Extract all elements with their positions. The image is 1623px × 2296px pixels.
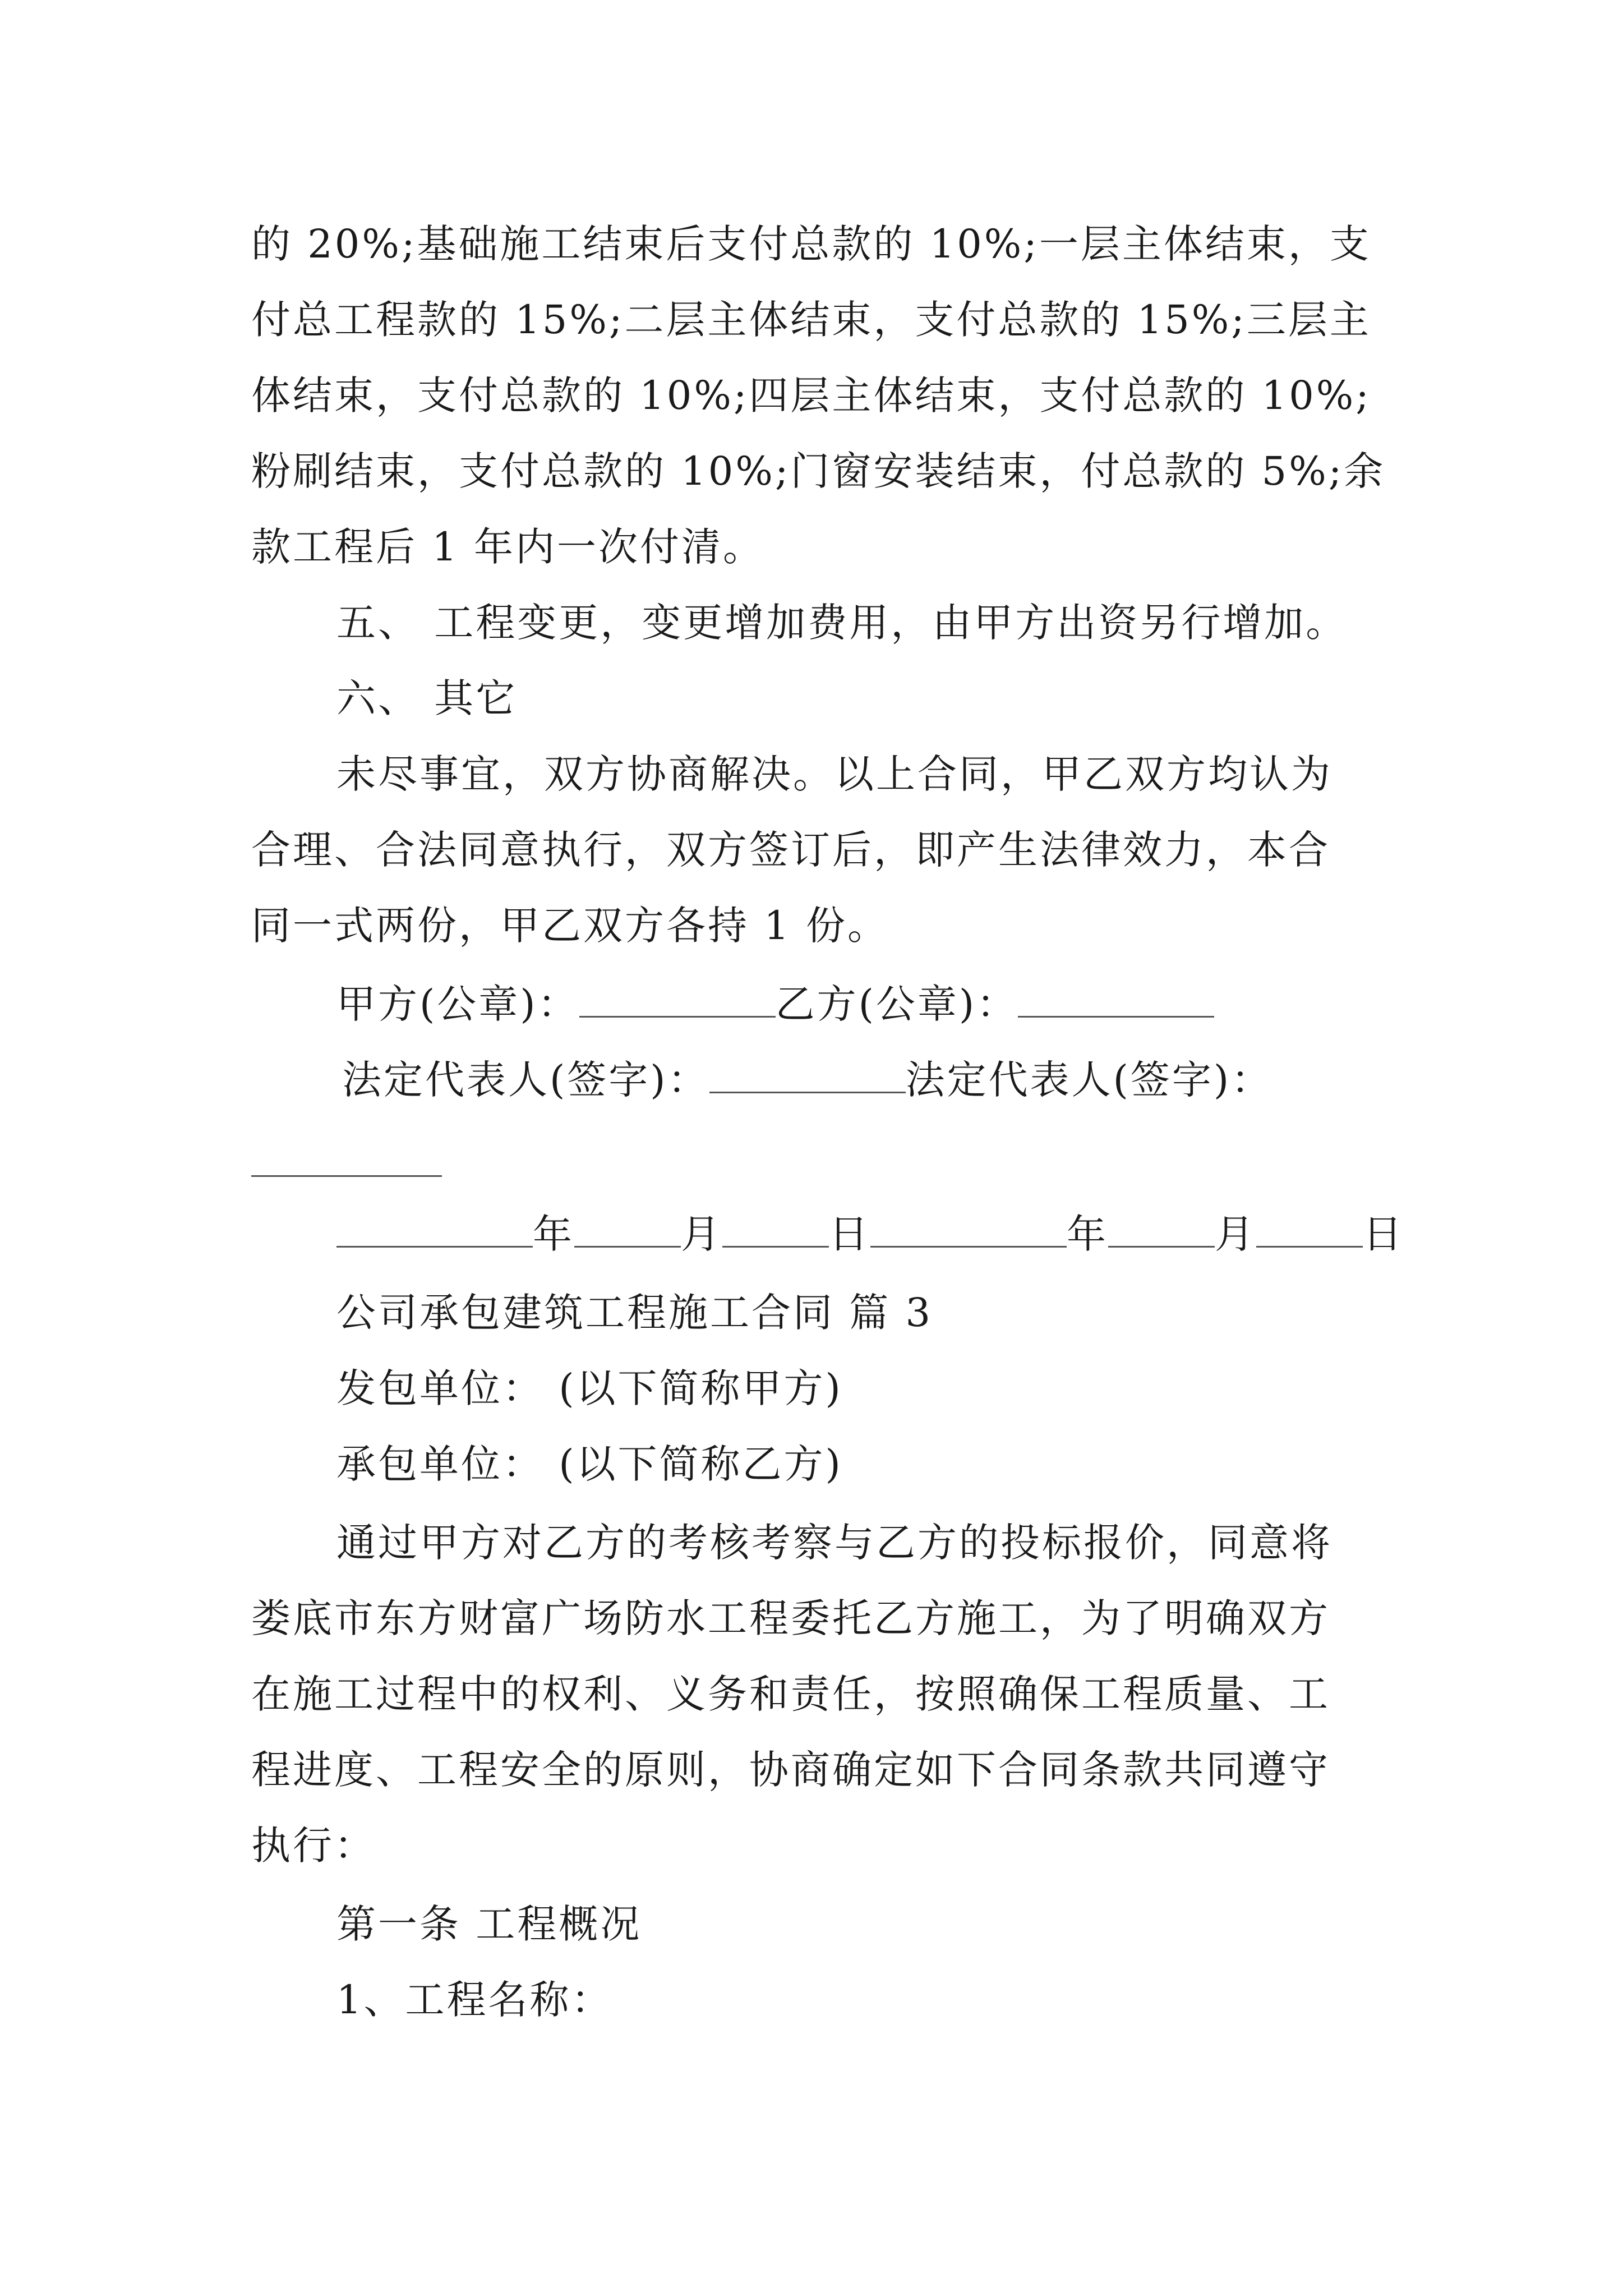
section-6-heading: 六、 其它 [336,675,518,721]
item-1-project-name: 1、工程名称： [336,1977,613,2023]
preamble-line-3: 在施工过程中的权利、义务和责任，按照确保工程质量、工 [251,1671,1330,1717]
payment-terms-line-5: 款工程后 1 年内一次付清。 [251,524,765,570]
party-a-month-blank[interactable] [574,1209,681,1248]
misc-terms-line-2: 合理、合法同意执行，双方签订后，即产生法律效力，本合 [251,827,1330,873]
day-label-b: 日 [1363,1211,1404,1257]
payment-terms-line-2: 付总工程款的 15%;二层主体结束，支付总款的 15%;三层主 [251,297,1371,343]
month-label-b: 月 [1215,1211,1256,1257]
misc-terms-line-1: 未尽事宜，双方协商解决。以上合同，甲乙双方均认为 [336,751,1332,797]
preamble-line-2: 娄底市东方财富广场防水工程委托乙方施工，为了明确双方 [251,1595,1330,1641]
party-b-month-blank[interactable] [1108,1209,1215,1248]
section-5-change-clause: 五、 工程变更，变更增加费用，由甲方出资另行增加。 [336,600,1348,646]
misc-terms-line-3: 同一式两份，甲乙双方各持 1 份。 [251,903,889,949]
party-b-day-blank[interactable] [1256,1209,1363,1248]
party-b-rep-blank[interactable] [251,1175,442,1177]
party-b-seal-label: 乙方(公章)： [775,981,1018,1027]
payment-terms-line-3: 体结束，支付总款的 10%;四层主体结束，支付总款的 10%; [251,372,1371,418]
year-label-b: 年 [1067,1211,1108,1257]
date-line [336,1206,1404,1262]
payment-terms-line-1: 的 20%;基础施工结束后支付总款的 10%;一层主体结束，支 [251,221,1371,267]
representative-line [342,1052,1272,1108]
year-label-a: 年 [533,1211,574,1257]
contracting-party-line: 承包单位： (以下简称乙方) [336,1441,843,1487]
preamble-line-4: 程进度、工程安全的原则，协商确定如下合同条款共同遵守 [251,1747,1330,1793]
contract-3-title: 公司承包建筑工程施工合同 篇 3 [336,1290,933,1336]
preamble-line-5: 执行： [251,1823,376,1869]
seal-line [336,976,1214,1032]
party-a-day-blank[interactable] [722,1209,829,1248]
month-label-a: 月 [681,1211,722,1257]
party-a-year-blank[interactable] [336,1209,533,1248]
party-a-seal-blank[interactable] [579,979,776,1018]
payment-terms-line-4: 粉刷结束，支付总款的 10%;门窗安装结束，付总款的 5%;余 [251,448,1386,494]
preamble-line-1: 通过甲方对乙方的考核考察与乙方的投标报价，同意将 [336,1520,1332,1566]
party-b-seal-blank[interactable] [1018,979,1214,1018]
party-a-seal-label: 甲方(公章)： [336,981,579,1027]
party-a-rep-blank[interactable] [709,1055,906,1093]
article-1-heading: 第一条 工程概况 [336,1901,642,1947]
issuing-party-line: 发包单位： (以下简称甲方) [336,1365,843,1411]
party-a-rep-label: 法定代表人(签字)： [342,1057,709,1103]
day-label-a: 日 [829,1211,870,1257]
party-b-rep-label: 法定代表人(签字)： [905,1057,1273,1103]
party-b-year-blank[interactable] [870,1209,1067,1248]
